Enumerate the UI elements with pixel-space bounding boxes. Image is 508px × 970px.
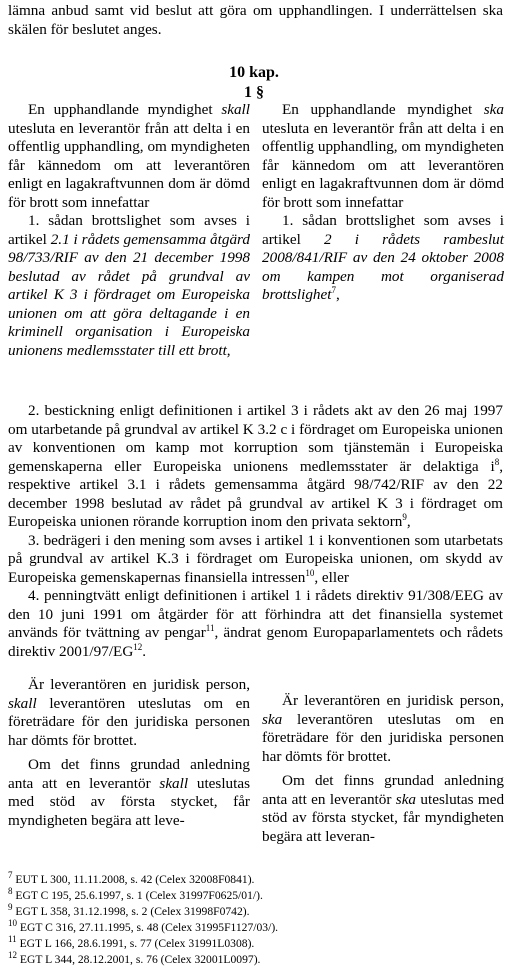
right-column-top — [262, 101, 504, 305]
item-3: 3. bedrägeri i den mening som avses i artikel 1 i konventionen som utarbetats på grundval av artikel K.3 i fördraget om Europeiska unionen, om skydd av Europeiska gemenskapernas finansiella intressen$^{10}$, eller — [8, 531, 503, 586]
footnote: $^8$ EGT C 195, 25.6.1997, s. 1 (Celex 31997F0625/01/). — [8, 886, 263, 902]
chapter-heading: 10 kap. — [229, 64, 279, 81]
right-paragraph-2: 1. sådan brottslighet som avses i artikel 2 i rådets rambeslut 2008/841/RIF av den 24 oktober 2008 om kampen mot organiserad brottslighet$^7$, — [262, 212, 504, 303]
left-paragraph-4: Om det finns grundad anledning anta att en leverantör skall uteslutas med stöd av första stycket, får myndigheten begära att leve- — [8, 756, 251, 829]
common-text — [8, 402, 503, 661]
section-heading: 1 § — [244, 84, 264, 101]
right-column-bottom — [262, 692, 504, 846]
intro-paragraph: lämna anbud samt vid beslut att göra om upphandlingen. I underrättelsen ska skälen för beslutet anges. — [8, 2, 503, 38]
left-column-top — [8, 101, 250, 360]
left-paragraph-1: En upphandlande myndighet skall utesluta en leverantör från att delta i en offentlig upphandling, om myndigheten får kännedom om att leverantören enligt en lagakraftvunnen dom är dömd för brott som innefattar — [8, 101, 250, 211]
item-4: 4. penningtvätt enligt definitionen i artikel 1 i rådets direktiv 91/308/EEG av den 10 juni 1991 om åtgärder för att förhindra att det finansiella systemet används för tvättning av pengar$^{11}$, ändrat genom Europaparlamentets och rådets direktiv 2001/97/EG$^{12}$. — [8, 587, 503, 660]
footnotes — [8, 872, 503, 968]
footnote: $^{11}$ EGT L 166, 28.6.1991, s. 77 (Celex 31991L0308). — [8, 934, 255, 950]
right-paragraph-1: En upphandlande myndighet ska utesluta en leverantör från att delta i en offentlig upphandling, om myndigheten får kännedom om att leverantören enligt en lagakraftvunnen dom är dömd för brott som innefattar — [262, 101, 504, 211]
left-paragraph-3: Är leverantören en juridisk person, skall leverantören uteslutas om en företrädare för den juridiska personen har dömts för brottet. — [8, 676, 250, 749]
footnote: $^7$ EUT L 300, 11.11.2008, s. 42 (Celex 32008F0841). — [8, 870, 255, 886]
footnote: $^9$ EGT L 358, 31.12.1998, s. 2 (Celex 31998F0742). — [8, 902, 250, 918]
right-paragraph-4: Om det finns grundad anledning anta att en leverantör ska uteslutas med stöd av första stycket, får myndigheten begära att leveran- — [262, 772, 505, 845]
footnote: $^{12}$ EGT L 344, 28.12.2001, s. 76 (Celex 32001L0097). — [8, 950, 261, 966]
left-paragraph-2: 1. sådan brottslighet som avses i artikel 2.1 i rådets gemensamma åtgärd 98/733/RIF av den 21 december 1998 beslutad av rådet på grundval av artikel K 3 i fördraget om Europeiska unionen om att göra deltagande i en kriminell organisation i Europeiska unionens medlemsstater till ett brott, — [8, 212, 250, 359]
left-column-bottom — [8, 676, 250, 830]
right-paragraph-3: Är leverantören en juridisk person, ska leverantören uteslutas om en företrädare för den juridiska personen har dömts för brottet. — [262, 692, 504, 765]
footnote: $^{10}$ EGT C 316, 27.11.1995, s. 48 (Celex 31995F1127/03/). — [8, 918, 279, 934]
item-2: 2. bestickning enligt definitionen i artikel 3 i rådets akt av den 26 maj 1997 om utarbetande på grundval av artikel K 3.2 c i fördraget om Europeiska unionen av konventionen om kamp mot korruption som tjänstemän i Europeiska gemenskaperna eller Europeiska unionens medlemsstater är delaktiga $i^8$, respektive artikel 3.1 i rådets gemensamma åtgärd 98/742/RIF av den 22 december 1998 beslutad av rådet på grundval av artikel K 3 i fördraget om Europeiska unionen rörande korruption inom den privata sektorn$^9$, — [8, 402, 503, 530]
